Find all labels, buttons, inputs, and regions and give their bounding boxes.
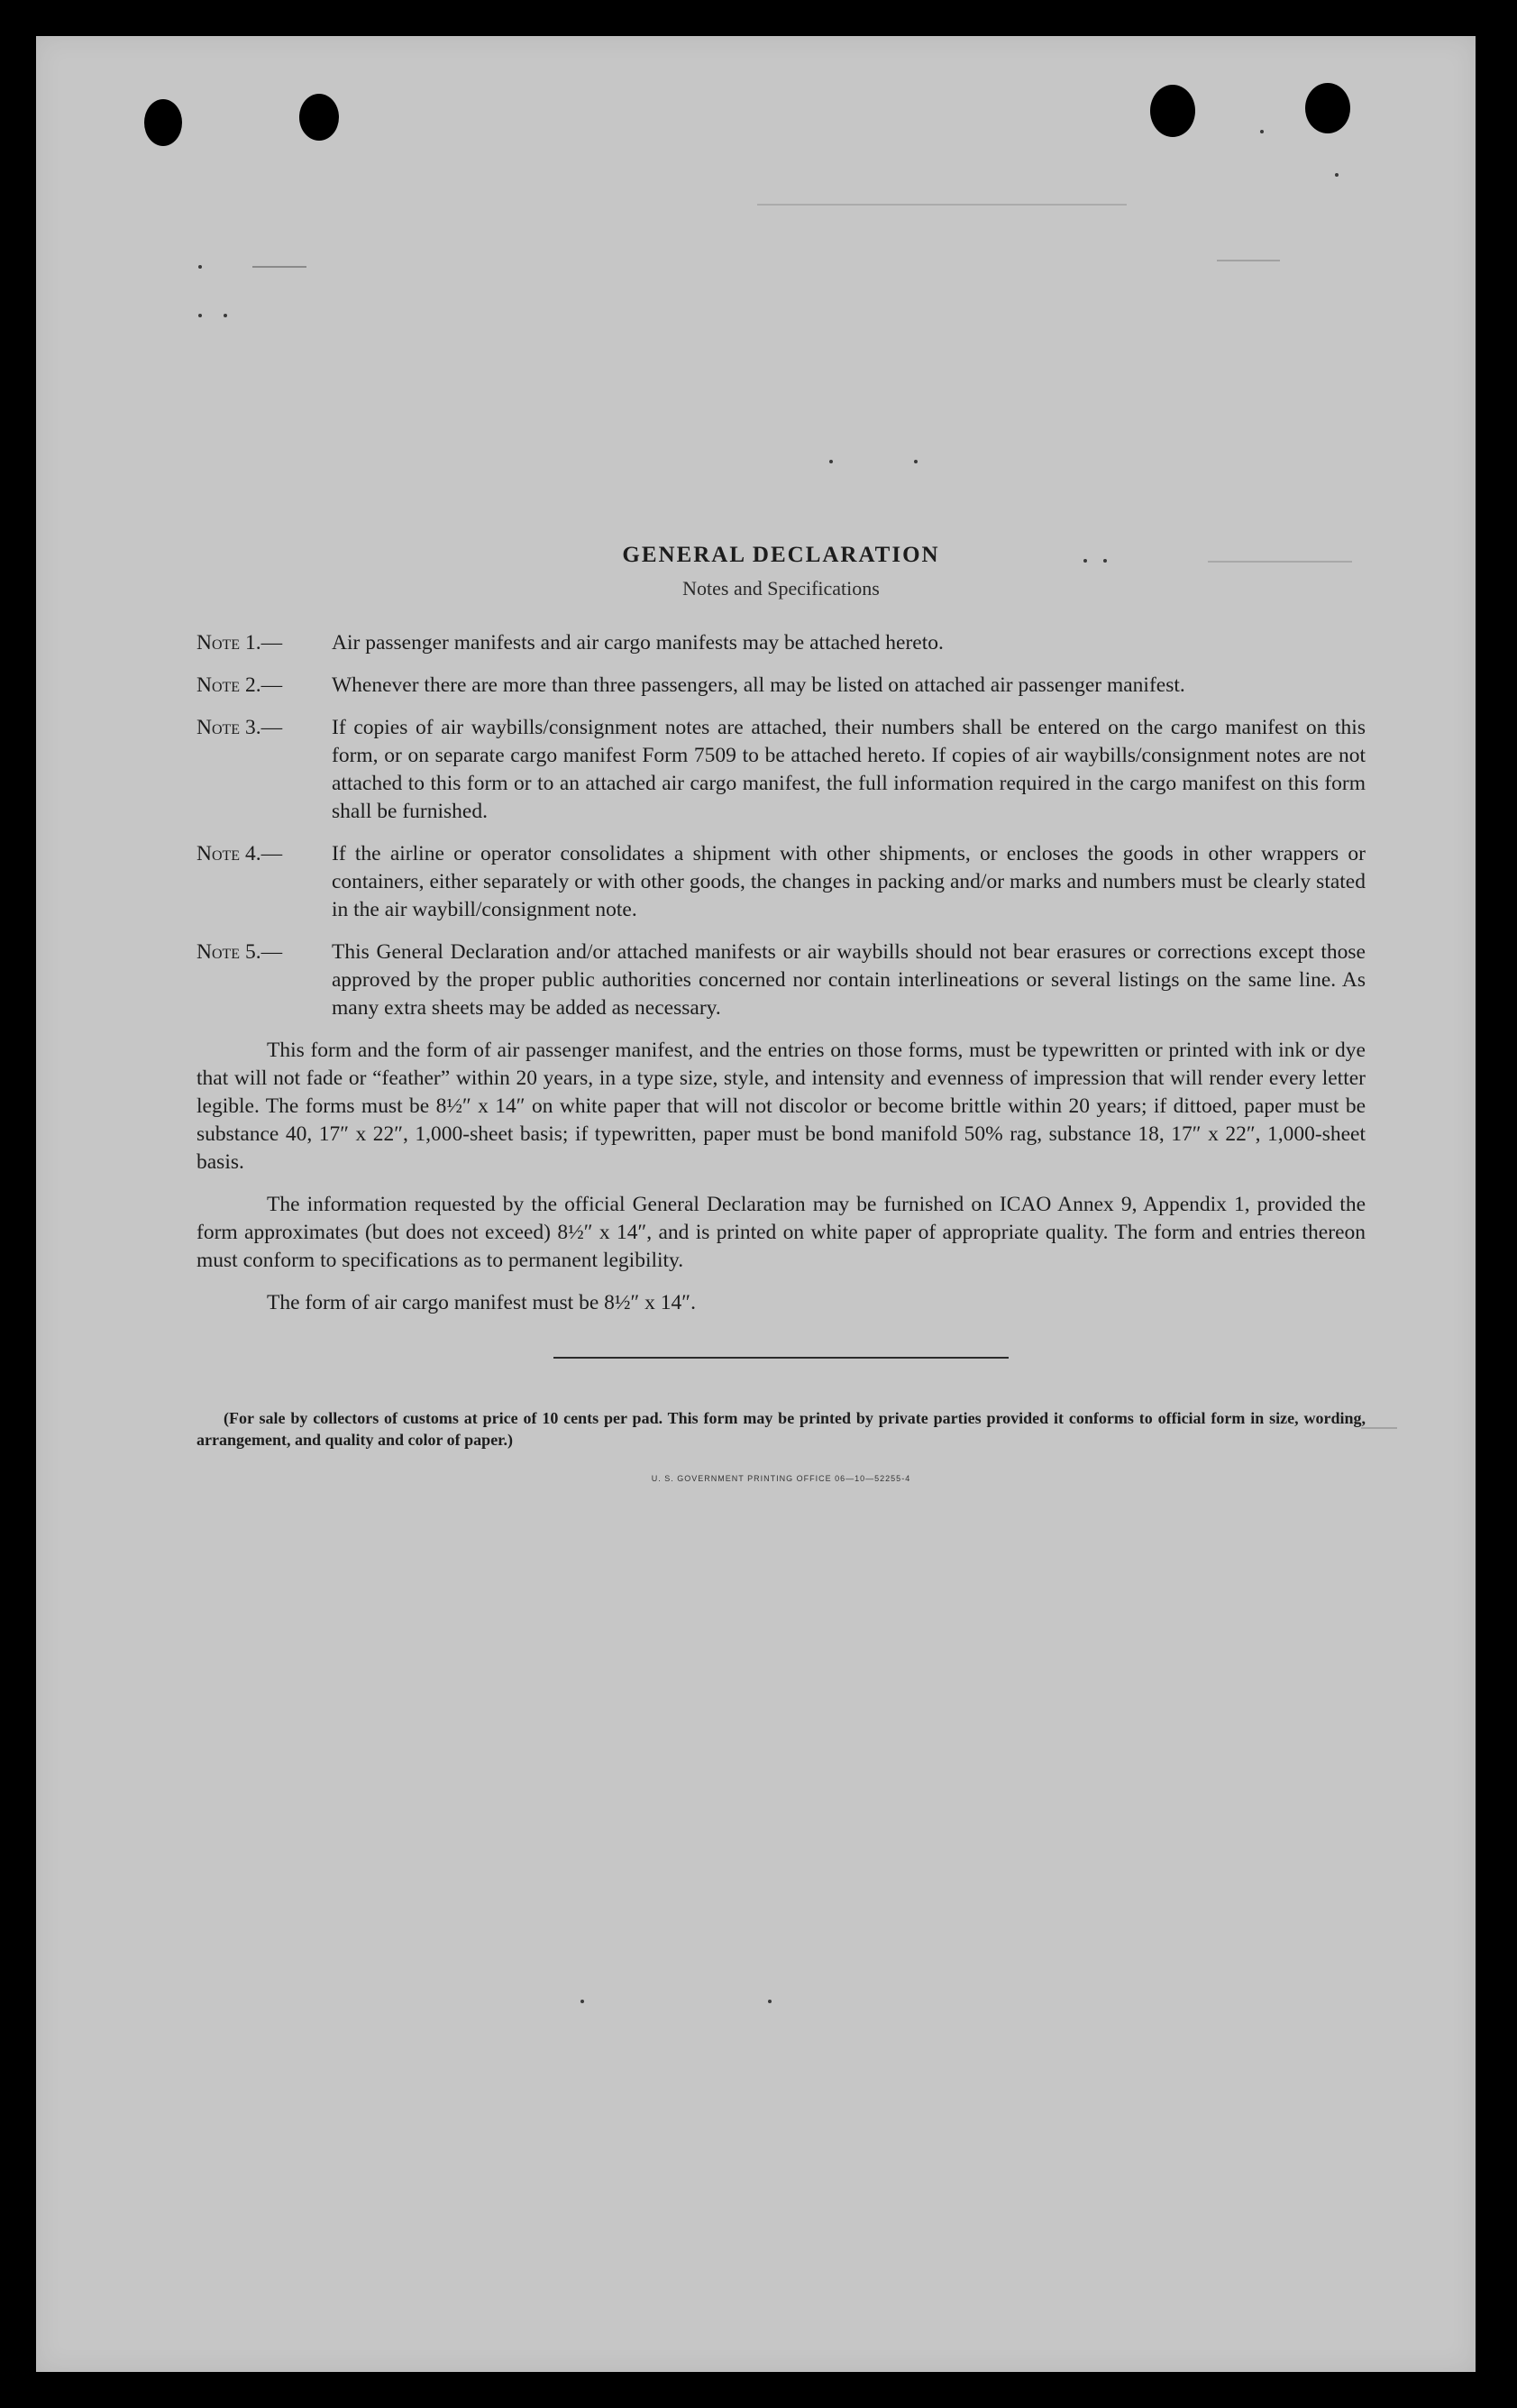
sale-notice: (For sale by collectors of customs at price of 10 cents per pad. This form may be printed by private parties provided it conforms to official form in size, wording, arrangement, and quality and color of paper.): [196, 1409, 1366, 1449]
scan-speck: [914, 460, 918, 463]
note-label: Note 4.—: [196, 842, 283, 865]
note-text: Whenever there are more than three passengers, all may be listed on attached air passenger manifest.: [332, 673, 1185, 697]
scan-speck: [768, 2000, 772, 2003]
scan-speck: [198, 265, 202, 269]
scan-mark: [1217, 260, 1280, 261]
note-text: If copies of air waybills/consignment notes are attached, their numbers shall be entered on the cargo manifest on this form, or on separate cargo manifest Form 7509 to be attached hereto. If copies of air waybills/consignment notes are not attached to this form or to an attached air cargo manifest, the full information required in the cargo manifest on this form shall be furnished.: [332, 716, 1366, 823]
note-2: [196, 672, 1366, 700]
punch-hole-left-2: [299, 94, 339, 141]
note-label: Note 5.—: [196, 940, 283, 964]
scan-speck: [224, 314, 227, 317]
note-4: [196, 840, 1366, 924]
note-text: If the airline or operator consolidates a shipment with other shipments, or encloses the goods in other wrappers or containers, either separately or with other goods, the changes in packing and/or marks and numbers must be clearly stated in the air waybill/consignment note.: [332, 842, 1366, 921]
icao-paragraph: The information requested by the official General Declaration may be furnished on ICAO Annex 9, Appendix 1, provided the form approximates (but does not exceed) 8½″ x 14″, and is printed on white paper of appropriate quality. The form and entries thereon must conform to specifications as to permanent legibility.: [196, 1193, 1366, 1272]
page-subtitle: Notes and Specifications: [682, 577, 880, 600]
declaration-notes: [196, 543, 1366, 1483]
scan-speck: [580, 2000, 584, 2003]
form-specification-paragraph: This form and the form of air passenger manifest, and the entries on those forms, must be typewritten or printed with ink or dye that will not fade or “feather” within 20 years, in a type size, style, and intensity and evenness of impression that will render every letter legible. The forms must be 8½″ x 14″ on white paper that will not discolor or become brittle within 20 years; if dittoed, paper must be substance 40, 17″ x 22″, 1,000-sheet basis; if typewritten, paper must be bond manifold 50% rag, substance 18, 17″ x 22″, 1,000-sheet basis.: [196, 1039, 1366, 1174]
page-title: GENERAL DECLARATION: [622, 543, 940, 567]
punch-hole-right-2: [1305, 83, 1350, 133]
scan-mark: [757, 204, 1127, 206]
scan-speck: [1260, 130, 1264, 133]
note-label: Note 3.—: [196, 716, 283, 739]
note-text: This General Declaration and/or attached manifests or air waybills should not bear erasures or corrections except those approved by the proper public authorities concerned nor contain interlineations or several listings on the same line. As many extra sheets may be added as necessary.: [332, 940, 1366, 1020]
note-label: Note 1.—: [196, 631, 283, 655]
printing-office-imprint: U. S. GOVERNMENT PRINTING OFFICE 06—10—52255-4: [651, 1474, 911, 1483]
scan-mark: [1361, 1427, 1397, 1429]
document-page: [36, 36, 1476, 2372]
scan-mark: [252, 266, 306, 268]
note-label: Note 2.—: [196, 673, 283, 697]
note-5: [196, 938, 1366, 1022]
cargo-manifest-size-paragraph: The form of air cargo manifest must be 8½″ x 14″.: [267, 1291, 696, 1314]
scan-speck: [1335, 173, 1339, 177]
note-1: [196, 629, 1366, 657]
divider-rule: [553, 1357, 1009, 1359]
punch-hole-left-1: [144, 99, 182, 146]
scan-speck: [829, 460, 833, 463]
note-3: [196, 714, 1366, 826]
note-text: Air passenger manifests and air cargo manifests may be attached hereto.: [332, 631, 944, 655]
punch-hole-right-1: [1150, 85, 1195, 137]
scan-speck: [198, 314, 202, 317]
